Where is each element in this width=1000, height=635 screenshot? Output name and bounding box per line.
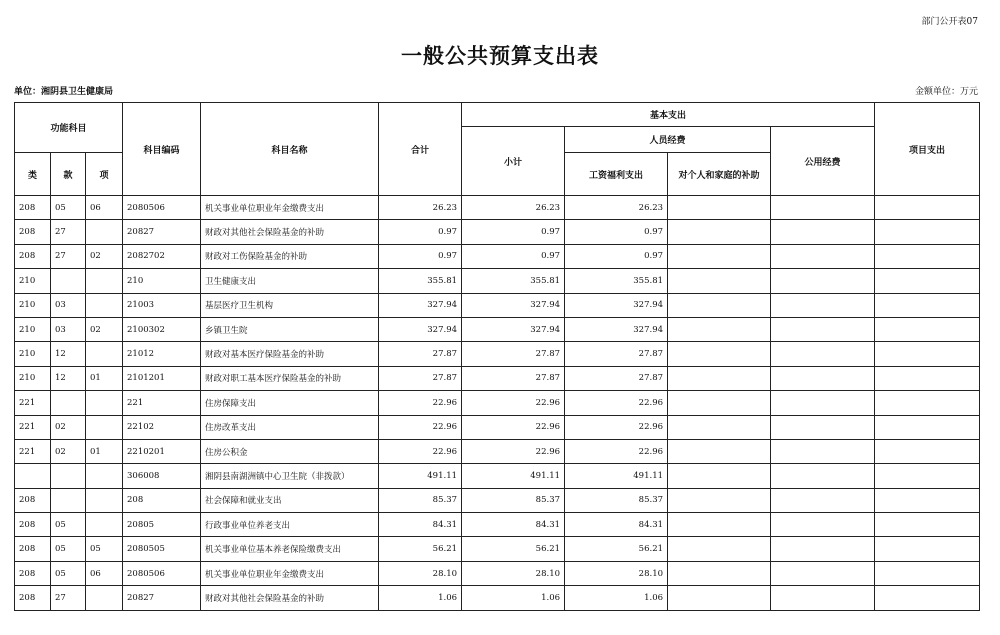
table-row <box>15 196 980 220</box>
cell-subtotal: 22.96 <box>462 415 565 439</box>
cell-subsidy <box>668 196 771 220</box>
cell-lei: 210 <box>15 317 51 341</box>
cell-total: 27.87 <box>379 342 462 366</box>
cell-public <box>771 366 875 390</box>
cell-project <box>875 220 980 244</box>
cell-name: 乡镇卫生院 <box>201 317 379 341</box>
cell-total: 327.94 <box>379 317 462 341</box>
cell-salary: 0.97 <box>565 220 668 244</box>
cell-project <box>875 561 980 585</box>
cell-code: 2101201 <box>123 366 201 390</box>
cell-code: 20827 <box>123 586 201 610</box>
table-row <box>15 293 980 317</box>
cell-subtotal: 1.06 <box>462 586 565 610</box>
cell-name: 行政事业单位养老支出 <box>201 513 379 537</box>
cell-project <box>875 244 980 268</box>
cell-subtotal: 0.97 <box>462 220 565 244</box>
cell-lei: 208 <box>15 196 51 220</box>
cell-kuan: 02 <box>51 415 86 439</box>
cell-project <box>875 366 980 390</box>
cell-subtotal: 22.96 <box>462 439 565 463</box>
cell-name: 住房改革支出 <box>201 415 379 439</box>
cell-project <box>875 317 980 341</box>
cell-kuan: 27 <box>51 244 86 268</box>
cell-subsidy <box>668 537 771 561</box>
cell-kuan <box>51 269 86 293</box>
cell-subsidy <box>668 439 771 463</box>
cell-project <box>875 342 980 366</box>
cell-subtotal: 491.11 <box>462 464 565 488</box>
header-name: 科目名称 <box>201 103 379 196</box>
form-number: 部门公开表07 <box>921 17 978 27</box>
cell-xiang: 06 <box>86 561 123 585</box>
cell-subtotal: 27.87 <box>462 342 565 366</box>
cell-public <box>771 293 875 317</box>
cell-name: 卫生健康支出 <box>201 269 379 293</box>
cell-subsidy <box>668 561 771 585</box>
cell-project <box>875 415 980 439</box>
cell-lei: 210 <box>15 293 51 317</box>
cell-salary: 22.96 <box>565 415 668 439</box>
cell-public <box>771 317 875 341</box>
cell-total: 0.97 <box>379 220 462 244</box>
table-row <box>15 366 980 390</box>
cell-total: 327.94 <box>379 293 462 317</box>
cell-subsidy <box>668 488 771 512</box>
cell-total: 84.31 <box>379 513 462 537</box>
cell-kuan: 27 <box>51 220 86 244</box>
cell-subtotal: 26.23 <box>462 196 565 220</box>
cell-public <box>771 513 875 537</box>
cell-subsidy <box>668 391 771 415</box>
cell-kuan: 12 <box>51 366 86 390</box>
cell-name: 财政对工伤保险基金的补助 <box>201 244 379 268</box>
cell-public <box>771 244 875 268</box>
header-public: 公用经费 <box>771 127 875 196</box>
cell-public <box>771 537 875 561</box>
cell-public <box>771 464 875 488</box>
cell-kuan: 05 <box>51 537 86 561</box>
table-row <box>15 488 980 512</box>
cell-subtotal: 22.96 <box>462 391 565 415</box>
header-lei: 类 <box>15 153 51 196</box>
cell-project <box>875 537 980 561</box>
cell-total: 491.11 <box>379 464 462 488</box>
cell-salary: 27.87 <box>565 366 668 390</box>
cell-public <box>771 220 875 244</box>
cell-code: 21012 <box>123 342 201 366</box>
cell-salary: 1.06 <box>565 586 668 610</box>
cell-subtotal: 85.37 <box>462 488 565 512</box>
cell-kuan: 03 <box>51 317 86 341</box>
cell-xiang: 02 <box>86 317 123 341</box>
cell-total: 355.81 <box>379 269 462 293</box>
cell-xiang <box>86 342 123 366</box>
cell-kuan <box>51 488 86 512</box>
cell-public <box>771 488 875 512</box>
table-header <box>15 103 980 196</box>
cell-project <box>875 464 980 488</box>
cell-lei: 208 <box>15 513 51 537</box>
cell-project <box>875 269 980 293</box>
cell-name: 财政对其他社会保险基金的补助 <box>201 586 379 610</box>
cell-name: 住房保障支出 <box>201 391 379 415</box>
cell-subsidy <box>668 415 771 439</box>
cell-total: 56.21 <box>379 537 462 561</box>
cell-total: 22.96 <box>379 391 462 415</box>
cell-public <box>771 561 875 585</box>
cell-xiang <box>86 513 123 537</box>
cell-salary: 22.96 <box>565 391 668 415</box>
cell-public <box>771 196 875 220</box>
cell-total: 27.87 <box>379 366 462 390</box>
cell-xiang: 01 <box>86 439 123 463</box>
cell-name: 湘阴县南湖洲镇中心卫生院（非拨款） <box>201 464 379 488</box>
cell-lei: 208 <box>15 561 51 585</box>
cell-code: 2080506 <box>123 561 201 585</box>
cell-xiang <box>86 391 123 415</box>
cell-kuan: 12 <box>51 342 86 366</box>
cell-salary: 355.81 <box>565 269 668 293</box>
cell-lei: 208 <box>15 537 51 561</box>
table-row <box>15 220 980 244</box>
page-title: 一般公共预算支出表 <box>401 43 599 68</box>
cell-xiang <box>86 220 123 244</box>
cell-project <box>875 488 980 512</box>
cell-subtotal: 327.94 <box>462 317 565 341</box>
table-body <box>15 196 980 611</box>
cell-subsidy <box>668 464 771 488</box>
header-code: 科目编码 <box>123 103 201 196</box>
cell-name: 基层医疗卫生机构 <box>201 293 379 317</box>
currency-unit-label: 金额单位：万元 <box>914 87 978 97</box>
cell-code: 306008 <box>123 464 201 488</box>
cell-code: 22102 <box>123 415 201 439</box>
cell-project <box>875 586 980 610</box>
cell-subsidy <box>668 586 771 610</box>
cell-subsidy <box>668 293 771 317</box>
cell-code: 2082702 <box>123 244 201 268</box>
cell-kuan <box>51 391 86 415</box>
cell-code: 210 <box>123 269 201 293</box>
cell-public <box>771 415 875 439</box>
cell-xiang <box>86 586 123 610</box>
cell-subtotal: 56.21 <box>462 537 565 561</box>
cell-lei: 208 <box>15 220 51 244</box>
header-salary: 工资福利支出 <box>565 153 668 196</box>
cell-xiang: 05 <box>86 537 123 561</box>
cell-xiang: 02 <box>86 244 123 268</box>
table-row <box>15 415 980 439</box>
cell-salary: 56.21 <box>565 537 668 561</box>
table-row <box>15 537 980 561</box>
cell-subsidy <box>668 269 771 293</box>
header-kuan: 款 <box>51 153 86 196</box>
cell-project <box>875 391 980 415</box>
cell-name: 机关事业单位职业年金缴费支出 <box>201 561 379 585</box>
cell-subsidy <box>668 342 771 366</box>
cell-public <box>771 342 875 366</box>
cell-total: 85.37 <box>379 488 462 512</box>
table-row <box>15 317 980 341</box>
cell-total: 26.23 <box>379 196 462 220</box>
cell-total: 1.06 <box>379 586 462 610</box>
cell-name: 社会保障和就业支出 <box>201 488 379 512</box>
cell-kuan: 03 <box>51 293 86 317</box>
cell-kuan: 05 <box>51 561 86 585</box>
cell-lei: 221 <box>15 391 51 415</box>
cell-project <box>875 196 980 220</box>
table-row <box>15 561 980 585</box>
cell-salary: 22.96 <box>565 439 668 463</box>
header-subtotal: 小计 <box>462 127 565 196</box>
cell-lei <box>15 464 51 488</box>
table-row <box>15 342 980 366</box>
cell-lei: 208 <box>15 488 51 512</box>
cell-xiang <box>86 488 123 512</box>
header-basic: 基本支出 <box>462 103 875 127</box>
cell-total: 22.96 <box>379 439 462 463</box>
cell-lei: 208 <box>15 244 51 268</box>
cell-xiang <box>86 464 123 488</box>
cell-salary: 85.37 <box>565 488 668 512</box>
cell-subtotal: 355.81 <box>462 269 565 293</box>
cell-lei: 210 <box>15 342 51 366</box>
header-project: 项目支出 <box>875 103 980 196</box>
cell-kuan <box>51 464 86 488</box>
cell-lei: 210 <box>15 269 51 293</box>
cell-salary: 28.10 <box>565 561 668 585</box>
cell-kuan: 05 <box>51 513 86 537</box>
cell-subsidy <box>668 366 771 390</box>
cell-salary: 26.23 <box>565 196 668 220</box>
cell-subtotal: 84.31 <box>462 513 565 537</box>
table-row <box>15 586 980 610</box>
cell-subsidy <box>668 244 771 268</box>
cell-subtotal: 327.94 <box>462 293 565 317</box>
cell-kuan: 02 <box>51 439 86 463</box>
table-row <box>15 464 980 488</box>
cell-xiang <box>86 415 123 439</box>
cell-name: 住房公积金 <box>201 439 379 463</box>
cell-code: 20827 <box>123 220 201 244</box>
cell-public <box>771 586 875 610</box>
cell-salary: 491.11 <box>565 464 668 488</box>
cell-subtotal: 0.97 <box>462 244 565 268</box>
cell-lei: 208 <box>15 586 51 610</box>
cell-code: 221 <box>123 391 201 415</box>
cell-project <box>875 439 980 463</box>
cell-code: 20805 <box>123 513 201 537</box>
cell-subsidy <box>668 220 771 244</box>
cell-code: 2080506 <box>123 196 201 220</box>
cell-code: 2210201 <box>123 439 201 463</box>
cell-xiang <box>86 269 123 293</box>
cell-name: 机关事业单位职业年金缴费支出 <box>201 196 379 220</box>
cell-total: 0.97 <box>379 244 462 268</box>
cell-salary: 84.31 <box>565 513 668 537</box>
cell-code: 2080505 <box>123 537 201 561</box>
cell-project <box>875 293 980 317</box>
cell-public <box>771 269 875 293</box>
header-xiang: 项 <box>86 153 123 196</box>
budget-table <box>14 102 980 611</box>
cell-code: 208 <box>123 488 201 512</box>
unit-label: 单位：湘阴县卫生健康局 <box>14 87 114 97</box>
table-row <box>15 269 980 293</box>
cell-public <box>771 439 875 463</box>
cell-lei: 221 <box>15 415 51 439</box>
cell-subsidy <box>668 317 771 341</box>
header-func-subject: 功能科目 <box>15 103 123 153</box>
table-row <box>15 391 980 415</box>
cell-xiang: 01 <box>86 366 123 390</box>
cell-xiang <box>86 293 123 317</box>
cell-subsidy <box>668 513 771 537</box>
cell-total: 22.96 <box>379 415 462 439</box>
cell-code: 21003 <box>123 293 201 317</box>
cell-code: 2100302 <box>123 317 201 341</box>
cell-subtotal: 27.87 <box>462 366 565 390</box>
cell-salary: 327.94 <box>565 317 668 341</box>
cell-name: 财政对其他社会保险基金的补助 <box>201 220 379 244</box>
cell-public <box>771 391 875 415</box>
cell-name: 财政对职工基本医疗保险基金的补助 <box>201 366 379 390</box>
cell-salary: 27.87 <box>565 342 668 366</box>
table-row <box>15 513 980 537</box>
cell-salary: 0.97 <box>565 244 668 268</box>
cell-salary: 327.94 <box>565 293 668 317</box>
header-subsidy: 对个人和家庭的补助 <box>668 153 771 196</box>
table-row <box>15 439 980 463</box>
cell-project <box>875 513 980 537</box>
cell-xiang: 06 <box>86 196 123 220</box>
cell-kuan: 05 <box>51 196 86 220</box>
cell-total: 28.10 <box>379 561 462 585</box>
header-personnel: 人员经费 <box>565 127 771 153</box>
header-total: 合计 <box>379 103 462 196</box>
cell-subtotal: 28.10 <box>462 561 565 585</box>
table-row <box>15 244 980 268</box>
cell-lei: 221 <box>15 439 51 463</box>
cell-name: 财政对基本医疗保险基金的补助 <box>201 342 379 366</box>
cell-kuan: 27 <box>51 586 86 610</box>
cell-lei: 210 <box>15 366 51 390</box>
cell-name: 机关事业单位基本养老保险缴费支出 <box>201 537 379 561</box>
